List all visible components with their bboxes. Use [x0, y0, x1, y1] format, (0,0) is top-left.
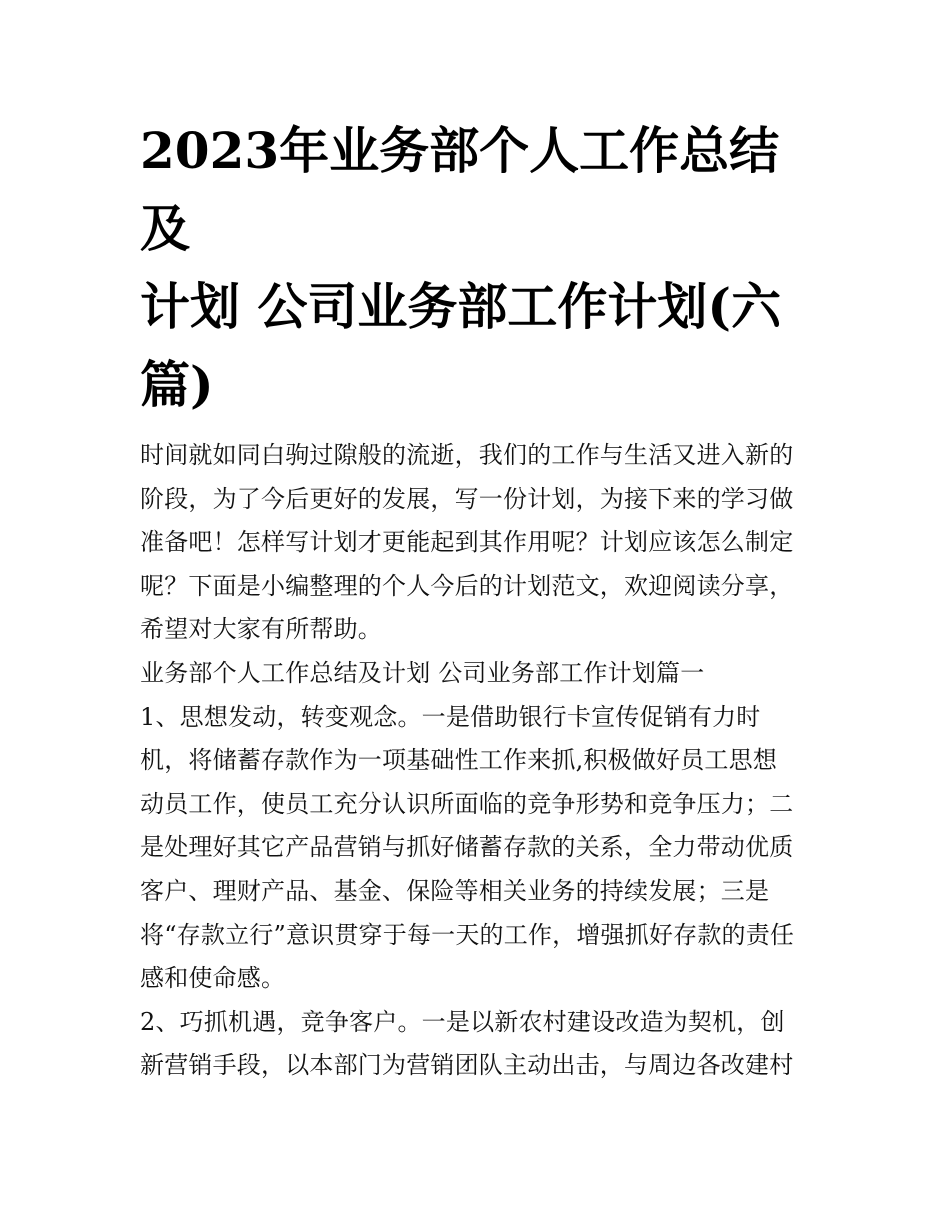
title-line: 2023年业务部个人工作总结及 — [140, 121, 780, 258]
section-heading: 业务部个人工作总结及计划 公司业务部工作计划篇一 — [140, 658, 705, 687]
paragraph-line: 新营销手段，以本部门为营销团队主动出击，与周边各改建村 — [140, 1051, 794, 1080]
paragraph-line: 是处理好其它产品营销与抓好储蓄存款的关系，全力带动优质 — [140, 833, 794, 862]
paragraph-line: 动员工作，使员工充分认识所面临的竞争形势和竞争压力；二 — [140, 789, 794, 818]
intro-line: 希望对大家有所帮助。 — [140, 615, 382, 644]
paragraph-line: 将“存款立行”意识贯穿于每一天的工作，增强抓好存款的责任 — [140, 920, 795, 949]
document-title — [140, 112, 820, 424]
paragraph-line: 1、思想发动，转变观念。一是借助银行卡宣传促销有力时 — [140, 702, 761, 731]
title-line: 篇) — [140, 355, 214, 414]
intro-line: 阶段，为了今后更好的发展，写一份计划，为接下来的学习做 — [140, 484, 794, 513]
intro-line: 呢？下面是小编整理的个人今后的计划范文，欢迎阅读分享， — [140, 571, 794, 600]
paragraph-line: 2、巧抓机遇，竞争客户。一是以新农村建设改造为契机，创 — [140, 1007, 785, 1036]
document-body — [140, 434, 820, 1088]
paragraph-line: 感和使命感。 — [140, 964, 286, 993]
paragraph-line: 机，将储蓄存款作为一项基础性工作来抓,积极做好员工思想 — [140, 746, 778, 775]
document-page — [140, 112, 820, 1088]
intro-line: 时间就如同白驹过隙般的流逝，我们的工作与生活又进入新的 — [140, 441, 794, 469]
intro-line: 准备吧！怎样写计划才更能起到其作用呢？计划应该怎么制定 — [140, 528, 794, 557]
title-line: 计划 公司业务部工作计划(六 — [140, 277, 782, 336]
paragraph-line: 客户、理财产品、基金、保险等相关业务的持续发展；三是 — [140, 876, 770, 905]
